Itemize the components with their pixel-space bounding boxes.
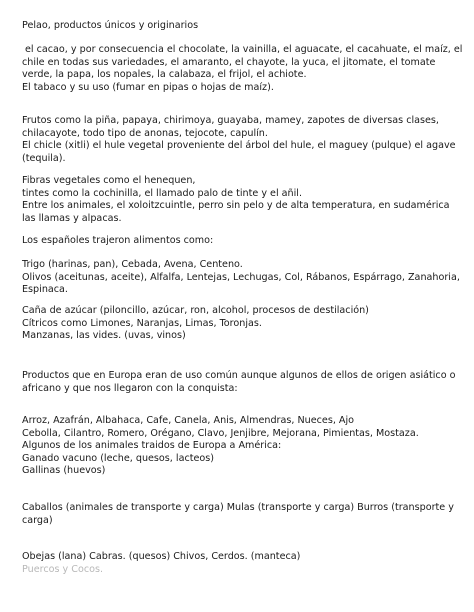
text-line: Gallinas (huevos) bbox=[22, 465, 106, 477]
text-line: Productos que en Europa eran de uso común aunque algunos de ellos de origen asiático o bbox=[22, 370, 456, 381]
paragraph-fruits bbox=[22, 115, 462, 165]
text-line: Caballos (animales de transporte y carga) Mulas (transporte y carga) Burros (transporte y bbox=[22, 502, 454, 513]
text-line: Los españoles trajeron alimentos como: bbox=[22, 235, 214, 246]
text-line: africano y que nos llegaron con la conquista: bbox=[22, 382, 238, 394]
text-line: Trigo (harinas, pan), Cebada, Avena, Centeno. bbox=[22, 259, 243, 270]
text-line: el cacao, y por consecuencia el chocolate, la vainilla, el aguacate, el cacahuate, el maíz, el bbox=[25, 44, 463, 55]
text-line: Olivos (aceitunas, aceite), Alfalfa, Lentejas, Lechugas, Col, Rábanos, Espárrago, Zanahoria, bbox=[22, 271, 460, 283]
text-line: Ganado vacuno (leche, quesos, lacteos) bbox=[22, 452, 214, 464]
text-line: Cítricos como Limones, Naranjas, Limas, Toronjas. bbox=[22, 317, 262, 329]
paragraph-spices-animals bbox=[22, 415, 462, 478]
text-line: El chicle (xitli) el hule vegetal proveniente del árbol del hule, el maguey (pulque) el agave bbox=[22, 140, 456, 152]
document-title bbox=[22, 20, 462, 33]
text-line: Entre los animales, el xoloitzcuintle, perro sin pelo y de alta temperatura, en sudamérica bbox=[22, 200, 450, 212]
text-line: las llamas y alpacas. bbox=[22, 212, 122, 224]
paragraph-spanish-intro bbox=[22, 235, 462, 248]
text-line: Manzanas, las vides. (uvas, vinos) bbox=[22, 330, 186, 342]
text-line: Obejas (lana) Cabras. (quesos) Chivos, Cerdos. (manteca) bbox=[22, 551, 301, 562]
paragraph-sugar-citrus bbox=[22, 305, 462, 343]
text-line: Algunos de los animales traidos de Europa a América: bbox=[22, 440, 282, 452]
text-line: Caña de azúcar (piloncillo, azúcar, ron, alcohol, procesos de destilación) bbox=[22, 305, 369, 316]
text-line: El tabaco y su uso (fumar en pipas o hojas de maíz). bbox=[22, 81, 274, 93]
paragraph-native-products bbox=[22, 44, 462, 94]
text-line: chilacayote, todo tipo de anonas, tejocote, capulín. bbox=[22, 127, 268, 139]
text-line-faded: Puercos y Cocos. bbox=[22, 563, 104, 575]
paragraph-europe-products bbox=[22, 370, 462, 395]
paragraph-grains bbox=[22, 259, 462, 297]
text-line: verde, la papa, los nopales, la calabaza, el frijol, el achiote. bbox=[22, 69, 307, 81]
text-line: Fibras vegetales como el henequen, bbox=[22, 175, 196, 186]
title-line: Pelao, productos únicos y originarios bbox=[22, 20, 199, 31]
text-line: Arroz, Azafrán, Albahaca, Cafe, Canela, Anis, Almendras, Nueces, Ajo bbox=[22, 415, 355, 426]
text-line: Cebolla, Cilantro, Romero, Orégano, Clavo, Jenjibre, Mejorana, Pimientas, Mostaza. bbox=[22, 427, 419, 439]
text-line: carga) bbox=[22, 514, 53, 526]
text-line: Frutos como la piña, papaya, chirimoya, guayaba, mamey, zapotes de diversas clases, bbox=[22, 115, 439, 126]
text-line: tintes como la cochinilla, el llamado palo de tinte y el añil. bbox=[22, 187, 303, 199]
text-line: Espinaca. bbox=[22, 284, 68, 296]
paragraph-horses bbox=[22, 502, 462, 527]
paragraph-livestock bbox=[22, 551, 462, 576]
text-line: chile en todas sus variedades, el amaranto, el chayote, la yuca, el jitomate, el tomate bbox=[22, 56, 436, 68]
text-line: (tequila). bbox=[22, 152, 66, 164]
paragraph-fibers-animals bbox=[22, 175, 462, 225]
